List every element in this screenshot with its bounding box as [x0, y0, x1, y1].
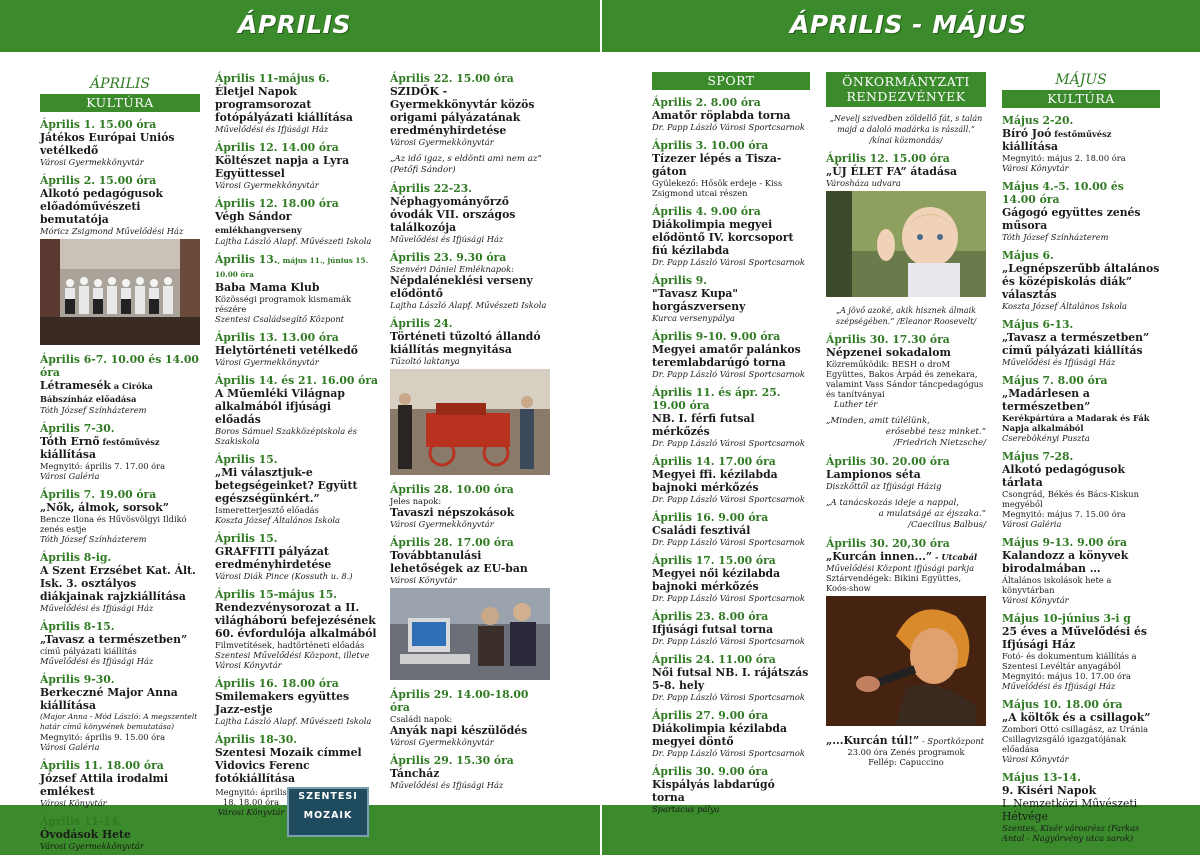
event-detail: Közreműködik: BESH o droM Együttes, Bakos Árpád és zenekara, valamint Vass Sándor táncpedagógus és tanítványai	[826, 359, 984, 399]
event-date: Május 10-június 3-i g	[1002, 612, 1131, 625]
event-title: Kalandozz a könyvek birodalmában …	[1002, 549, 1129, 575]
event-subtitle: a Ciróka Bábszínház előadása	[40, 381, 153, 404]
event-place: Dr. Papp László Városi Sportcsarnok	[652, 593, 805, 603]
event	[652, 653, 810, 702]
event-title: A Műemléki Világnap alkalmából ifjúsági előadás	[215, 387, 345, 426]
column-april-culture	[40, 72, 200, 858]
event-detail: Családi napok:	[390, 714, 453, 724]
event-title-end: kiállítása	[1002, 140, 1058, 153]
column-april-culture-3	[390, 72, 550, 797]
event-date: Április 23. 8.00 óra	[652, 610, 769, 623]
event-title: Szentesi Mozaik címmel Vidovics Ferenc fotókiállítása	[215, 746, 362, 785]
event-date: Április 6-7. 10.00 és 14.00 óra	[40, 353, 199, 379]
event-place: Spartacus pálya	[652, 804, 720, 814]
event-date: Május 6.	[1002, 249, 1054, 262]
event	[215, 733, 378, 837]
event	[826, 333, 986, 409]
event-place: Művelődési és Ifjúsági Ház	[1002, 681, 1116, 691]
event-place: Városi Gyermekkönyvtár	[390, 737, 494, 747]
event-title: Népdaléneklési verseny elődöntő	[390, 274, 533, 300]
event-title: Életjel Napok programsorozat fotópályázati kiállítása	[215, 85, 353, 124]
event	[390, 688, 550, 747]
event-title: A Szent Erzsébet Kat. Ált. Isk. 3. osztályos diákjainak rajzkiállítása	[40, 564, 196, 603]
event-date: Április 12. 15.00 óra	[826, 152, 950, 165]
event-date: Április 12. 18.00 óra	[215, 197, 339, 210]
event	[652, 455, 810, 504]
event	[390, 754, 550, 790]
left-page-title: ÁPRILIS	[238, 10, 351, 39]
event	[390, 536, 550, 585]
event	[652, 554, 810, 603]
event-detail: Általános iskolások hete a könyvtárban	[1002, 575, 1112, 595]
mozaik-logo	[287, 787, 369, 837]
event-title: „Legnépszerűbb általános és középiskolás diák” választás	[1002, 262, 1160, 301]
section-bar-line-2: RENDEZVÉNYEK	[846, 89, 966, 104]
event-title: „...Kurcán túl!”	[826, 734, 920, 747]
event	[826, 734, 986, 767]
event	[215, 253, 378, 324]
event-date: Április 7. 19.00 óra	[40, 488, 157, 501]
event-date: Április 22-23.	[390, 182, 473, 195]
event-detail: Csongrád, Békés és Bács-Kiskun megyéből	[1002, 489, 1139, 509]
column-may-culture	[1002, 72, 1160, 850]
quote-author: /Friedrich Nietzsche/	[893, 438, 986, 448]
event-title: Létramesék	[40, 379, 111, 392]
event-date: Április 1. 15.00 óra	[40, 118, 157, 131]
event-title: „Tavasz a természetben”	[40, 633, 188, 646]
event-detail: Megnyitó: április 7. 17.00 óra	[40, 461, 166, 471]
event	[40, 551, 200, 613]
event-place: Városi Gyermekkönyvtár	[390, 137, 494, 147]
event-detail-2: Sztárvendégek: Bikini Együttes, Koós-show	[826, 573, 962, 593]
event-place: Művelődési és Ifjúsági Ház	[1002, 357, 1116, 367]
event-date: Május 4.-5. 10.00 és 14.00 óra	[1002, 180, 1124, 206]
event	[652, 765, 810, 814]
event	[1002, 450, 1160, 529]
event	[1002, 374, 1160, 443]
event-subtitle: festőművész	[1051, 129, 1112, 139]
event-date: Április 9-30.	[40, 673, 115, 686]
baby-photo	[826, 191, 986, 297]
event-subtitle: festőművész	[99, 437, 160, 447]
event-date: Április 30. 20.00 óra	[826, 455, 950, 468]
quote-author: /kínai közmondás/	[869, 136, 943, 145]
event-place: Dr. Papp László Városi Sportcsarnok	[652, 692, 805, 702]
event	[826, 537, 986, 593]
event-detail: Megnyitó: április 18. 18.00 óra	[215, 787, 287, 807]
event-title: „ÚJ ÉLET FA” átadása	[826, 165, 958, 178]
event-date: Április 15.	[215, 453, 278, 466]
event-date: Április 24.	[390, 317, 453, 330]
event	[390, 182, 550, 244]
event-place: Városi Gyermekkönyvtár	[215, 357, 319, 367]
event-detail: 23.00 óra Zenés programok	[847, 747, 965, 757]
event-date: Április 4. 9.00 óra	[652, 205, 761, 218]
event-date: Április 16. 18.00 óra	[215, 677, 339, 690]
quote: „Az idő igaz, s eldönti ami nem az”	[390, 154, 542, 164]
event-place: Móricz Zsigmond Művelődési Ház	[40, 226, 184, 236]
event-title: Táncház	[390, 767, 440, 780]
event-place: Művelődési és Ifjúsági Ház	[390, 234, 504, 244]
event	[652, 709, 810, 758]
mozaik-logo-line-2: MOZAIK	[303, 810, 353, 821]
event	[40, 488, 200, 544]
event-title: Baba Mama Klub	[215, 281, 320, 294]
event-title: 25 éves a Művelődési és Ifjúsági Ház	[1002, 625, 1147, 651]
event-title: Megyei amatőr palánkos teremlabdarúgó torna	[652, 343, 801, 369]
page-fold	[600, 0, 602, 855]
event-place: Művelődési és Ifjúsági Ház	[215, 124, 329, 134]
event-title: Történeti tűzoltó állandó kiállítás megnyitása	[390, 330, 541, 356]
event-date: Április 7-30.	[40, 422, 115, 435]
event-detail: Kerékpártúra a Madarak és Fák Napja alkalmából	[1002, 413, 1150, 433]
event	[652, 386, 810, 448]
event-place: Lajtha László Alapf. Művészeti Iskola	[215, 236, 372, 246]
event	[652, 330, 810, 379]
event	[40, 174, 200, 236]
event-place: Művelődési és Ifjúsági Ház	[40, 656, 154, 666]
event-place: Városi Könyvtár	[217, 807, 285, 817]
event	[40, 422, 200, 481]
event-title: Ifjúsági futsal torna	[652, 623, 774, 636]
event-detail-2: Megnyitó: május 7. 15.00 óra	[1002, 509, 1126, 519]
event	[40, 759, 200, 808]
event-date: Április 17. 15.00 óra	[652, 554, 776, 567]
event-title: „Madárlesen a természetben”	[1002, 387, 1091, 413]
section-bar: KULTÚRA	[1002, 90, 1160, 108]
event-date: Április 14. és 21. 16.00 óra	[215, 374, 379, 387]
event-title-end: kiállítása	[40, 448, 96, 461]
event-title: Lampionos séta	[826, 468, 921, 481]
event	[826, 152, 986, 188]
event-title: Diákolimpia megyei elődöntő IV. korcsoport fiú kézilabda	[652, 218, 794, 257]
event-place: Szentesi Családsegítő Központ	[215, 314, 344, 324]
event-detail: Művelődési Központ ifjúsági parkja	[826, 563, 975, 573]
event	[652, 96, 810, 132]
event-place: Városi Gyermekkönyvtár	[40, 157, 144, 167]
event	[215, 374, 378, 446]
event-place: Dr. Papp László Városi Sportcsarnok	[652, 438, 805, 448]
event-date: Április 11. 18.00 óra	[40, 759, 164, 772]
event	[390, 72, 550, 147]
quote-author: (Petőfi Sándor)	[390, 165, 456, 175]
event-place: Dr. Papp László Városi Sportcsarnok	[652, 636, 805, 646]
event-date: Április 3. 10.00 óra	[652, 139, 769, 152]
event-date: Április 30. 20,30 óra	[826, 537, 950, 550]
event-date: Április 13. 13.00 óra	[215, 331, 339, 344]
column-sport	[652, 72, 810, 821]
event-detail: című pályázati kiállítás	[40, 646, 137, 656]
event-title: Tóth Ernő	[40, 435, 100, 448]
event-title: NB. I. férfi futsal mérkőzés	[652, 412, 755, 438]
event-title: Bíró Joó	[1002, 127, 1052, 140]
event-place: Diszkőttől az Ifjúsági Házig	[826, 481, 942, 491]
event-date: Május 7-28.	[1002, 450, 1074, 463]
event-place: Koszta József Általános Iskola	[215, 515, 341, 525]
event-detail: Megnyitó: május 2. 18.00 óra	[1002, 153, 1126, 163]
event-detail: Szenvéri Dániel Emléknapok:	[390, 264, 514, 274]
event-date: Április 24. 11.00 óra	[652, 653, 776, 666]
column-municipal-events	[826, 72, 986, 774]
event-place: Városi Könyvtár	[1002, 754, 1069, 764]
event-date: Április 22. 15.00 óra	[390, 72, 514, 85]
event-title: Rendezvénysorozat a II. világháború befejezésének 60. évfordulója alkalmából	[215, 601, 377, 640]
event	[215, 197, 378, 246]
event-date: Május 6-13.	[1002, 318, 1074, 331]
event-title: Továbbtanulási lehetőségek az EU-ban	[390, 549, 528, 575]
choir-photo	[40, 239, 200, 345]
event-title: SZIDŐK - Gyermekkönyvtár közös origami pályázatának eredményhirdetése	[390, 85, 535, 137]
event-title: Amatőr röplabda torna	[652, 109, 791, 122]
event	[215, 532, 378, 581]
event-date: Április 9-10. 9.00 óra	[652, 330, 781, 343]
event-date: Április 11. és ápr. 25. 19.00 óra	[652, 386, 781, 412]
event	[1002, 771, 1160, 843]
event-detail: Jeles napok:	[390, 496, 442, 506]
event-title: Játékos Európai Uniós vetélkedő	[40, 131, 175, 157]
event	[1002, 180, 1160, 242]
event-date: Május 2-20.	[1002, 114, 1074, 127]
event-title: Népzenei sokadalom	[826, 346, 951, 359]
event-title: Néphagyományőrző óvodák VII. országos találkozója	[390, 195, 516, 234]
event-place: Városi Könyvtár	[390, 575, 457, 585]
event-date: Április 2. 15.00 óra	[40, 174, 157, 187]
event-place: Dr. Papp László Városi Sportcsarnok	[652, 257, 805, 267]
event	[390, 317, 550, 366]
event-date: Április 2. 8.00 óra	[652, 96, 761, 109]
event-place: Városi Gyermekkönyvtár	[40, 841, 144, 851]
event-place: Szentes, Kisér városrész (Farkas Antal - Nagyörvény utca sarok)	[1002, 823, 1140, 843]
event	[652, 610, 810, 646]
event-title: Női futsal NB. I. rájátszás 5-8. hely	[652, 666, 809, 692]
event-place: Koszta József Általános Iskola	[1002, 301, 1128, 311]
computer-lab-photo	[390, 588, 550, 680]
event-title: Költészet napja a Lyra Együttessel	[215, 154, 350, 180]
event-title: Alkotó pedagógusok előadóművészeti bemutatója	[40, 187, 163, 226]
event-date: Április 30. 9.00 óra	[652, 765, 769, 778]
event-detail: Közösségi programok kismamák részére	[215, 294, 351, 314]
event-place: Városi Galéria	[1002, 519, 1062, 529]
event	[215, 331, 378, 367]
event-place: Szentesi Művelődési Központ, illetve Városi Könyvtár	[215, 650, 370, 670]
event-detail: Filmvetítések, hadtörténeti előadás	[215, 640, 365, 650]
event-date: Április 15.	[215, 532, 278, 545]
event-date: Április 23. 9.30 óra	[390, 251, 507, 264]
event	[1002, 698, 1160, 764]
event-title: GRAFFITI pályázat eredményhirdetése	[215, 545, 332, 571]
singer-photo	[826, 596, 986, 726]
event-date: Április 30. 17.30 óra	[826, 333, 950, 346]
event-date: Április 13.	[215, 253, 278, 266]
event-detail: (Major Anna - Mód László: A megszentelt határ című könyvének bemutatása)	[40, 712, 198, 731]
column-april-culture-2	[215, 72, 378, 844]
event	[215, 453, 378, 525]
section-title: MÁJUS	[1055, 72, 1107, 88]
event	[826, 455, 986, 491]
quote-line-2: erősebbé tesz minket.”	[885, 427, 986, 437]
event-date: Április 11-május 6.	[215, 72, 330, 85]
event-title: Berkeczné Major Anna kiállítása	[40, 686, 178, 712]
event-date: Április 9.	[652, 274, 708, 287]
event-place: Városi Könyvtár	[40, 798, 107, 808]
event-date: Április 15-május 15.	[215, 588, 338, 601]
event-place: Városháza udvara	[826, 178, 901, 188]
event-title: Óvodások Hete	[40, 828, 131, 841]
event-date: Május 13-14.	[1002, 771, 1081, 784]
event	[390, 251, 550, 310]
event-place: Dr. Papp László Városi Sportcsarnok	[652, 369, 805, 379]
event-place: Dr. Papp László Városi Sportcsarnok	[652, 494, 805, 504]
event-place: Tóth József Színházterem	[40, 405, 147, 415]
event-date: Április 14. 17.00 óra	[652, 455, 776, 468]
quote: „Nevelj szivedben zöldellő fát, s talán majd a daloló madárka is rászáll.”	[829, 114, 983, 134]
event-title: 9. Kiséri Napok	[1002, 784, 1097, 797]
event-title: Tavaszi népszokások	[390, 506, 515, 519]
event-place: Lajtha László Alapf. Művészeti Iskola	[390, 300, 547, 310]
event-place: Városi Galéria	[40, 471, 100, 481]
event-title: „Tavasz a természetben” című pályázati kiállítás	[1002, 331, 1150, 357]
event-title: „Mi választjuk-e betegségeinket? Együtt egészségünkért.”	[215, 466, 358, 505]
quote: „A jövő azoké, akik hisznek álmaik szépségében.” /Eleanor Roosevelt/	[835, 306, 977, 326]
event-title: Megyei ffi. kézilabda bajnoki mérkőzés	[652, 468, 778, 494]
event-detail: Bencze Ilona és Hűvösvölgyi Ildikó zenés estje	[40, 514, 187, 534]
event-title: „Nők, álmok, sorsok”	[40, 501, 169, 514]
event-title-2: I. Nemzetközi Művészeti Hétvége	[1002, 797, 1138, 823]
event	[1002, 612, 1160, 691]
event-detail-2: Fellép: Capuccino	[868, 757, 944, 767]
event-place: Városi Könyvtár	[1002, 163, 1069, 173]
event-date: Április 27. 9.00 óra	[652, 709, 769, 722]
event	[652, 205, 810, 267]
event-title: Végh Sándor	[215, 210, 292, 223]
event-place: Tóth József Színházterem	[1002, 232, 1109, 242]
section-bar: SPORT	[652, 72, 810, 90]
event-place: Városi Könyvtár	[1002, 595, 1069, 605]
event	[40, 353, 200, 415]
event	[652, 274, 810, 323]
event-date: Április 29. 14.00-18.00 óra	[390, 688, 529, 714]
event-subtitle: - Sportközpont	[919, 736, 984, 746]
event	[1002, 249, 1160, 311]
event	[652, 139, 810, 198]
section-bar	[826, 72, 986, 107]
event-place: Városi Gyermekkönyvtár	[390, 519, 494, 529]
event-date-extra: , május 11., június 15. 10.00 óra	[215, 256, 369, 279]
event	[40, 815, 200, 851]
event	[652, 511, 810, 547]
event-date: Április 11-14.	[40, 815, 123, 828]
event-date: Április 8-ig.	[40, 551, 112, 564]
event	[215, 72, 378, 134]
section-title: ÁPRILIS	[89, 76, 151, 92]
event-title: "Tavasz Kupa" horgászverseny	[652, 287, 746, 313]
section-bar: KULTÚRA	[40, 94, 200, 112]
event	[40, 620, 200, 666]
event	[215, 141, 378, 190]
quote-author: /Caecilius Balbus/	[908, 520, 986, 530]
event-title: „A költők és a csillagok”	[1002, 711, 1151, 724]
event-date: Április 28. 17.00 óra	[390, 536, 514, 549]
event-title: József Attila irodalmi emlékest	[40, 772, 169, 798]
event-title: Anyák napi készülődés	[390, 724, 528, 737]
event-place: Lajtha László Alapf. Művészeti Iskola	[215, 716, 372, 726]
event-detail: Fotó- és dokumentum kiállítás a Szentesi Levéltár anyagából	[1002, 651, 1137, 671]
quote-line-1: „A tanácskozás ideje a nappal,	[826, 498, 959, 508]
event	[1002, 114, 1160, 173]
mozaik-logo-line-1: SZENTESI	[298, 791, 358, 802]
event	[40, 118, 200, 167]
event-date: Április 8-15.	[40, 620, 115, 633]
event-title: „Kurcán innen...”	[826, 550, 933, 563]
event-detail: Ismeretterjesztő előadás	[215, 505, 319, 515]
event-place: Városi Diák Pince (Kossuth u. 8.)	[215, 571, 353, 581]
event-date: Május 10. 18.00 óra	[1002, 698, 1123, 711]
event	[390, 483, 550, 529]
event-place: Dr. Papp László Városi Sportcsarnok	[652, 122, 805, 132]
event	[40, 673, 200, 752]
section-bar-line-1: ÖNKORMÁNYZATI	[842, 74, 970, 89]
event-detail-2: Megnyitó: április 9. 15.00 óra	[40, 732, 166, 742]
event-subtitle: - Utcabál	[932, 552, 978, 562]
event-place: Luther tér	[834, 399, 878, 409]
event-title: Smilemakers együttes Jazz-estje	[215, 690, 350, 716]
event-title: Diákolimpia kézilabda megyei döntő	[652, 722, 787, 748]
event-place: Kurca versenypálya	[652, 313, 735, 323]
fire-engine-photo	[390, 369, 550, 475]
event-title: Gágogó együttes zenés műsora	[1002, 206, 1141, 232]
event-date: Április 29. 15.30 óra	[390, 754, 514, 767]
event-date: Május 7. 8.00 óra	[1002, 374, 1108, 387]
event	[1002, 536, 1160, 605]
event-place: Cserebökényi Puszta	[1002, 433, 1090, 443]
event-title: Tízezer lépés a Tisza-gáton	[652, 152, 782, 178]
event-date: Április 18-30.	[215, 733, 298, 746]
event-place: Városi Galéria	[40, 742, 100, 752]
event-place: Dr. Papp László Városi Sportcsarnok	[652, 748, 805, 758]
event-title: Családi fesztivál	[652, 524, 751, 537]
event-place: Művelődési és Ifjúsági Ház	[390, 780, 504, 790]
event-title: Alkotó pedagógusok tárlata	[1002, 463, 1125, 489]
event-detail: Zombori Ottó csillagász, az Uránia Csillagvizsgáló igazgatójának előadása	[1002, 724, 1149, 754]
event-title: Kispályás labdarúgó torna	[652, 778, 775, 804]
right-page-title: ÁPRILIS - MÁJUS	[790, 10, 1027, 39]
event-date: Április 16. 9.00 óra	[652, 511, 769, 524]
event-place: Tóth József Színházterem	[40, 534, 147, 544]
event	[1002, 318, 1160, 367]
event-date: Május 9-13. 9.00 óra	[1002, 536, 1128, 549]
event	[215, 588, 378, 670]
event-date: Április 28. 10.00 óra	[390, 483, 514, 496]
event-place: Városi Gyermekkönyvtár	[215, 180, 319, 190]
event-detail-2: Megnyitó: május 10. 17.00 óra	[1002, 671, 1131, 681]
event-title: Helytörténeti vetélkedő	[215, 344, 358, 357]
event-title: Megyei női kézilabda bajnoki mérkőzés	[652, 567, 781, 593]
event	[215, 677, 378, 726]
event-place: Tűzoltó laktanya	[390, 356, 460, 366]
event-place: Boros Sámuel Szakközépiskola és Szakiskola	[215, 426, 357, 446]
event-place: Művelődési és Ifjúsági Ház	[40, 603, 154, 613]
event-subtitle: emlékhangverseny	[215, 225, 302, 235]
event-detail: Gyülekező: Hősök erdeje - Kiss Zsigmond utcai részen	[652, 178, 783, 198]
event-place: Dr. Papp László Városi Sportcsarnok	[652, 537, 805, 547]
event-date: Április 12. 14.00 óra	[215, 141, 339, 154]
quote-line-2: a mulatságé az éjszaka.”	[878, 509, 986, 519]
quote-line-1: „Minden, amit túlélünk,	[826, 416, 930, 426]
